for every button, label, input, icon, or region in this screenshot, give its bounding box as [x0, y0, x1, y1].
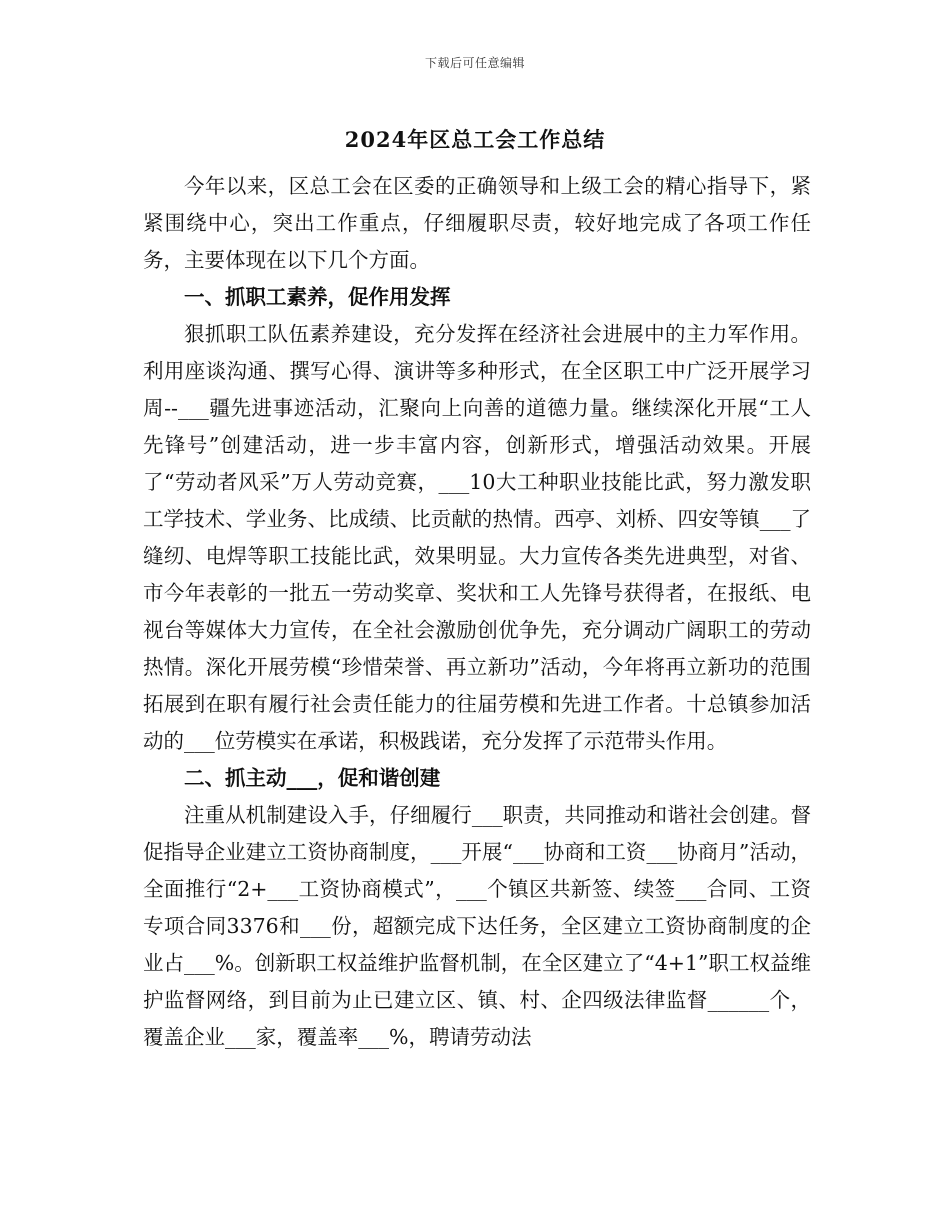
section-1-heading: 一、抓职工素养，促作用发挥	[184, 285, 451, 309]
document-title: 2024年区总工会工作总结	[344, 127, 606, 152]
section-2-heading: 二、抓主动___，促和谐创建	[184, 766, 441, 790]
document-body	[143, 168, 811, 1056]
intro-paragraph: 今年以来，区总工会在区委的正确领导和上级工会的精心指导下，紧紧围绕中心，突出工作重点，仔细履职尽责，较好地完成了各项工作任务，主要体现在以下几个方面。	[143, 174, 811, 272]
section-2-paragraph: 注重从机制建设入手，仔细履行___职责，共同推动和谐社会创建。督促指导企业建立工资协商制度，___开展“___协商和工资___协商月”活动，全面推行“2+___工资协商模式”，___个镇区共新签、续签___合同、工资专项合同3376和___份，超额完成下达任务，全区建立工资协商制度的企业占___%。创新职工权益维护监督机制，在全区建立了“4+1”职工权益维护监督网络，到目前为止已建立区、镇、村、企四级法律监督______个，覆盖企业___家，覆盖率___%，聘请劳动法	[143, 803, 811, 1049]
section-1-paragraph: 狠抓职工队伍素养建设，充分发挥在经济社会进展中的主力军作用。利用座谈沟通、撰写心得、演讲等多种形式，在全区职工中广泛开展学习周--___疆先进事迹活动，汇聚向上向善的道德力量。继续深化开展“工人先锋号”创建活动，进一步丰富内容，创新形式，增强活动效果。开展了“劳动者风采”万人劳动竞赛，___10大工种职业技能比武，努力激发职工学技术、学业务、比成绩、比贡献的热情。西亭、刘桥、四安等镇___了缝纫、电焊等职工技能比武，效果明显。大力宣传各类先进典型，对省、市今年表彰的一批五一劳动奖章、奖状和工人先锋号获得者，在报纸、电视台等媒体大力宣传，在全社会激励创优争先，充分调动广阔职工的劳动热情。深化开展劳模“珍惜荣誉、再立新功”活动，今年将再立新功的范围拓展到在职有履行社会责任能力的往届劳模和先进工作者。十总镇参加活动的___位劳模实在承诺，积极践诺，充分发挥了示范带头作用。	[143, 322, 811, 753]
download-note: 下载后可任意编辑	[424, 56, 525, 70]
